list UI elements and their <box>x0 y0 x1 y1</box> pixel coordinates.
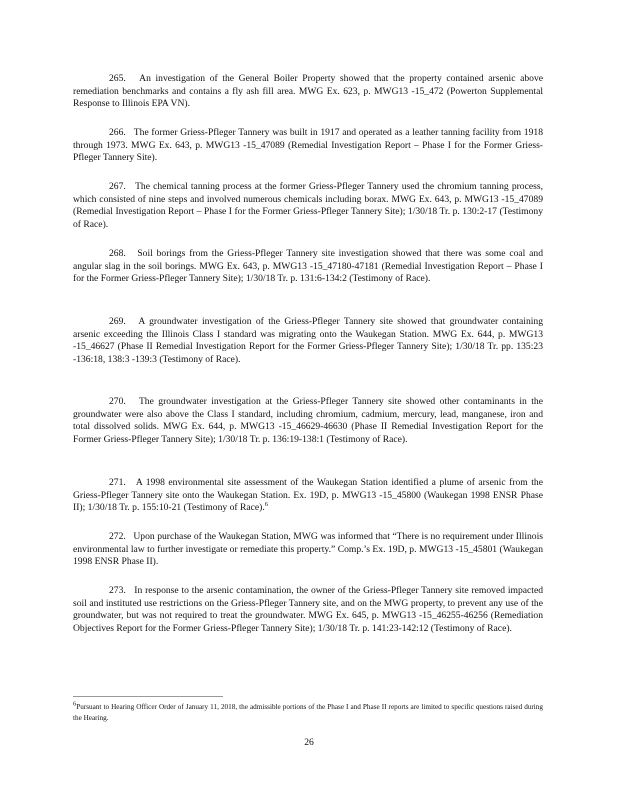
paragraph-text: A groundwater investigation of the Griess-Pfleger Tannery site showed that groundwater containing arsenic exceeding the Illinois Class I standard was migrating onto the Waukegan Station. MWG Ex. 644, p. MWG13 -15_46627 (Phase II Remedial Investigation Report for the Former Griess-Pfleger Tannery Site); 1/30/18 Tr. pp. 135:23 -136:18, 138:3 -139:3 (Testimony of Race). <box>73 316 543 365</box>
paragraph-text: The chemical tanning process at the former Griess-Pfleger Tannery used the chromium tanning process, which consisted of nine steps and involved numerous chemicals including borax. MWG Ex. 643, p. MWG13 -15_47089 (Remedial Investigation Report – Phase I for the Former Griess-Pfleger Tannery Site); 1/30/18 Tr. p. 130:2-17 (Testimony of Race). <box>73 181 543 230</box>
paragraph-number: 269. <box>109 316 126 327</box>
footnote-mark: 6 <box>73 700 77 708</box>
paragraph-text: An investigation of the General Boiler Property showed that the property contained arsenic above remediation benchmarks and contains a fly ash fill area. MWG Ex. 623, p. MWG13 -15_472 (Powerton Supplemental Response to Illinois EPA VN). <box>73 73 543 110</box>
paragraph-number: 273. <box>109 585 126 596</box>
footnote <box>73 702 543 723</box>
page-number: 26 <box>304 737 314 748</box>
paragraph-text: The groundwater investigation at the Griess-Pfleger Tannery site showed other contaminants in the groundwater were also above the Class I standard, including chromium, cadmium, mercury, lead, manganese, iron and total dissolved solids. MWG Ex. 644, p. MWG13 -15_46629-46630 (Phase II Remedial Investigation Report for the Former Griess-Pfleger Tannery Site); 1/30/18 Tr. p. 136:19-138:1 (Testimony of Race). <box>73 396 543 445</box>
paragraph-271 <box>73 477 543 515</box>
paragraph-text: The former Griess-Pfleger Tannery was built in 1917 and operated as a leather tanning facility from 1918 through 1973. MWG Ex. 643, p. MWG13 -15_47089 (Remedial Investigation Report – Phase I for the Former Griess-Pfleger Tannery Site). <box>73 127 543 164</box>
paragraph-number: 268. <box>109 248 126 259</box>
paragraph-number: 267. <box>109 181 126 192</box>
paragraph-number: 271. <box>109 477 126 488</box>
paragraph-268 <box>73 248 543 286</box>
footnote-reference: 6 <box>264 501 268 508</box>
footnote-text: Pursuant to Hearing Officer Order of January 11, 2018, the admissible portions of the Phase I and Phase II reports are limited to specific questions raised during the Hearing. <box>73 703 543 722</box>
paragraph-269 <box>73 316 543 366</box>
paragraph-265 <box>73 73 543 111</box>
paragraph-272 <box>73 531 543 569</box>
paragraph-270 <box>73 396 543 446</box>
paragraph-267 <box>73 181 543 231</box>
paragraph-number: 265. <box>109 73 126 84</box>
footnote-divider <box>73 696 223 697</box>
paragraph-266 <box>73 127 543 165</box>
paragraph-number: 266. <box>109 127 126 138</box>
paragraph-text: Soil borings from the Griess-Pfleger Tannery site investigation showed that there was some coal and angular slag in the soil borings. MWG Ex. 643, p. MWG13 -15_47180-47181 (Remedial Investigation Report – Phase I for the Former Griess-Pfleger Tannery Site); 1/30/18 Tr. p. 131:6-134:2 (Testimony of Race). <box>73 248 543 285</box>
paragraph-text: Upon purchase of the Waukegan Station, MWG was informed that “There is no requirement under Illinois environmental law to further investigate or remediate this property.” Comp.’s Ex. 19D, p. MWG13 -15_45801 (Waukegan 1998 ENSR Phase II). <box>73 531 543 568</box>
paragraph-text: A 1998 environmental site assessment of the Waukegan Station identified a plume of arsenic from the Griess-Pfleger Tannery site onto the Waukegan Station. Ex. 19D, p. MWG13 -15_45800 (Waukegan 1998 ENSR Phase II); 1/30/18 Tr. p. 155:10-21 (Testimony of Race). <box>73 477 543 514</box>
paragraph-number: 270. <box>109 396 126 407</box>
paragraph-273 <box>73 585 543 635</box>
paragraph-text: In response to the arsenic contamination, the owner of the Griess-Pfleger Tannery site removed impacted soil and instituted use restrictions on the Griess-Pfleger Tannery site, and on the MWG property, to prevent any use of the groundwater, but was not required to treat the groundwater. MWG Ex. 645, p. MWG13 -15_46255-46256 (Remediation Objectives Report for the Former Griess-Pfleger Tannery Site); 1/30/18 Tr. p. 141:23-142:12 (Testimony of Race). <box>73 585 543 634</box>
paragraph-number: 272. <box>109 531 126 542</box>
